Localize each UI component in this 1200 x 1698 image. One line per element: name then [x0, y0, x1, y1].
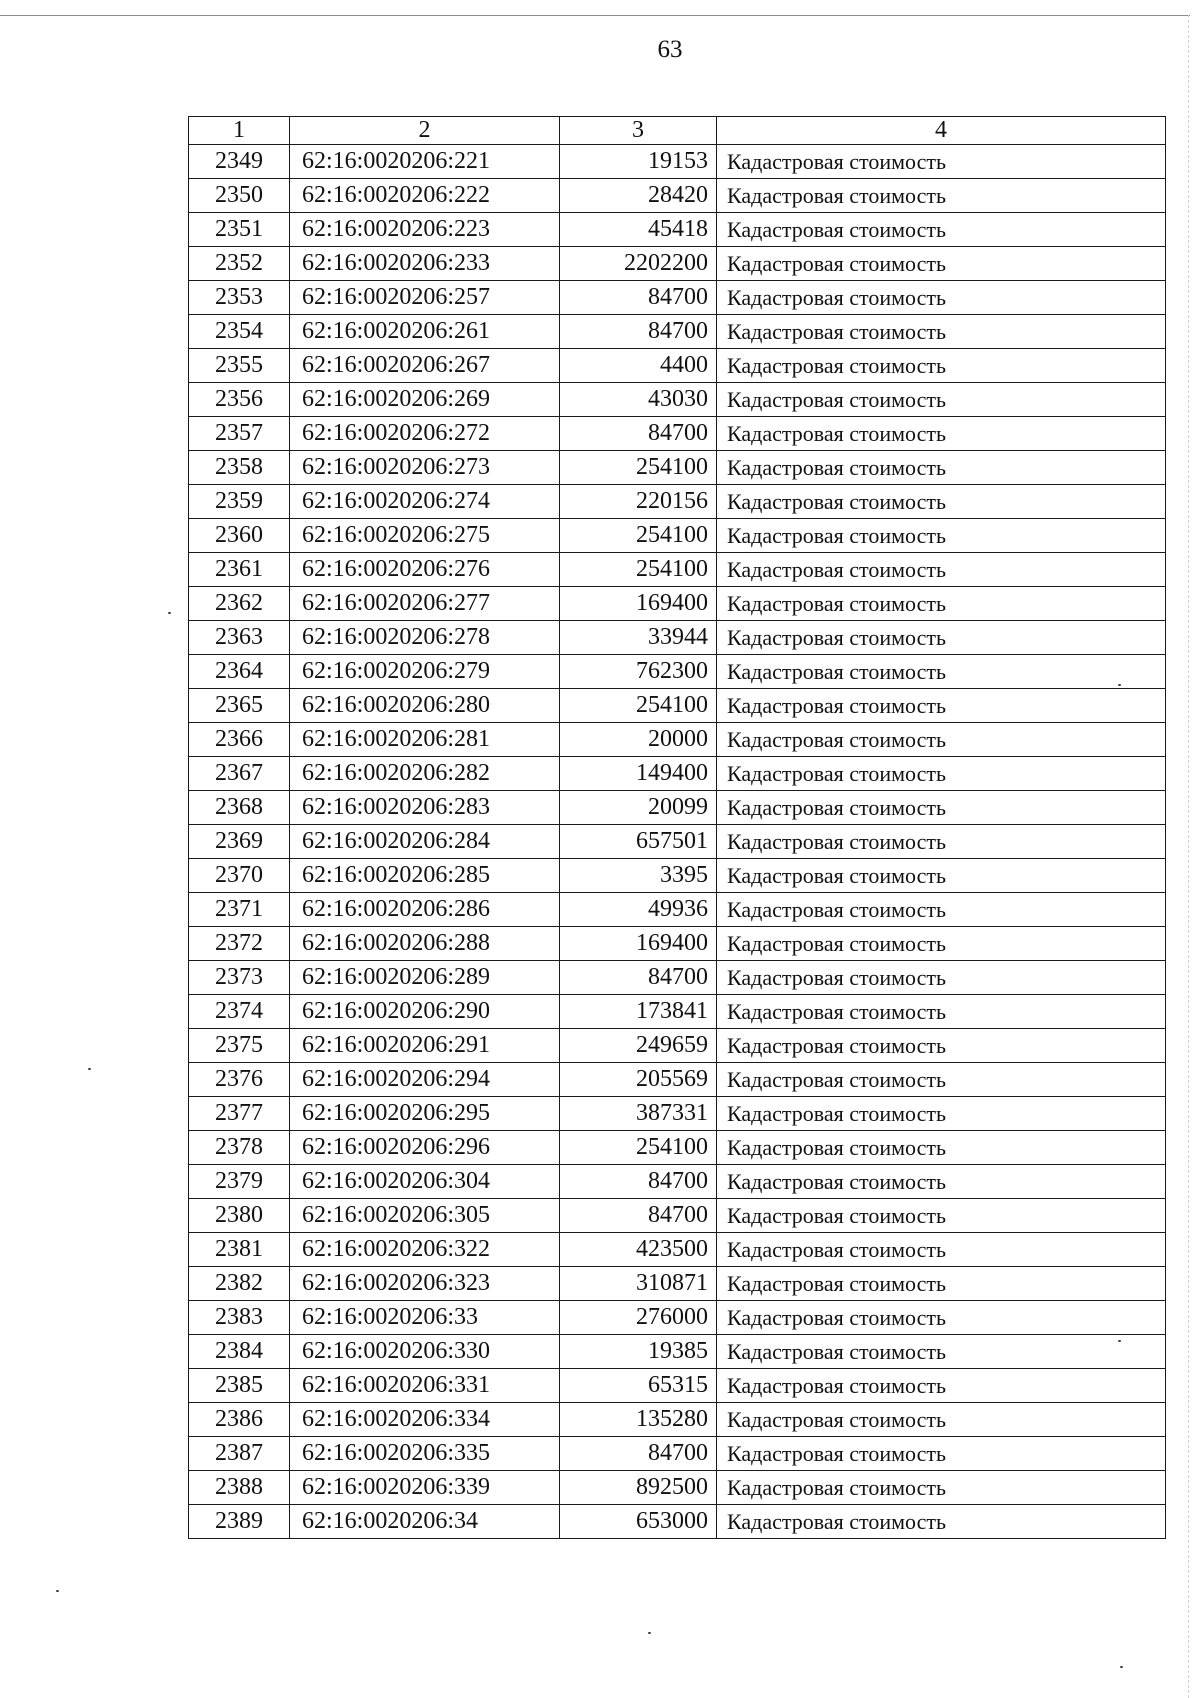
table-header-row [189, 117, 1166, 145]
value-cell: 84700 [560, 417, 717, 451]
cadastral-number-cell: 62:16:0020206:267 [290, 349, 560, 383]
row-number-cell: 2379 [189, 1165, 290, 1199]
value-cell: 84700 [560, 281, 717, 315]
row-number-cell: 2385 [189, 1369, 290, 1403]
row-number-cell: 2364 [189, 655, 290, 689]
table-row [189, 349, 1166, 383]
value-type-cell: Кадастровая стоимость [717, 1335, 1166, 1369]
table-row [189, 655, 1166, 689]
value-type-cell: Кадастровая стоимость [717, 383, 1166, 417]
value-cell: 84700 [560, 961, 717, 995]
row-number-cell: 2367 [189, 757, 290, 791]
column-header-4: 4 [717, 117, 1166, 145]
value-cell: 657501 [560, 825, 717, 859]
value-type-cell: Кадастровая стоимость [717, 349, 1166, 383]
cadastral-number-cell: 62:16:0020206:290 [290, 995, 560, 1029]
scan-speck [168, 612, 171, 614]
cadastral-number-cell: 62:16:0020206:221 [290, 145, 560, 179]
table-row [189, 757, 1166, 791]
scan-speck [648, 1632, 651, 1634]
scan-edge-top [0, 15, 1190, 16]
row-number-cell: 2360 [189, 519, 290, 553]
cadastral-number-cell: 62:16:0020206:285 [290, 859, 560, 893]
row-number-cell: 2358 [189, 451, 290, 485]
table-row [189, 1403, 1166, 1437]
cadastral-number-cell: 62:16:0020206:284 [290, 825, 560, 859]
value-cell: 423500 [560, 1233, 717, 1267]
value-type-cell: Кадастровая стоимость [717, 1063, 1166, 1097]
cadastral-number-cell: 62:16:0020206:276 [290, 553, 560, 587]
value-type-cell: Кадастровая стоимость [717, 689, 1166, 723]
value-type-cell: Кадастровая стоимость [717, 1199, 1166, 1233]
value-cell: 205569 [560, 1063, 717, 1097]
table-row [189, 1165, 1166, 1199]
value-cell: 276000 [560, 1301, 717, 1335]
row-number-cell: 2363 [189, 621, 290, 655]
table-row [189, 179, 1166, 213]
value-type-cell: Кадастровая стоимость [717, 723, 1166, 757]
cadastral-number-cell: 62:16:0020206:275 [290, 519, 560, 553]
value-cell: 20000 [560, 723, 717, 757]
value-type-cell: Кадастровая стоимость [717, 587, 1166, 621]
cadastral-number-cell: 62:16:0020206:295 [290, 1097, 560, 1131]
value-type-cell: Кадастровая стоимость [717, 893, 1166, 927]
value-type-cell: Кадастровая стоимость [717, 417, 1166, 451]
table-row [189, 383, 1166, 417]
table-row [189, 247, 1166, 281]
cadastral-number-cell: 62:16:0020206:272 [290, 417, 560, 451]
value-type-cell: Кадастровая стоимость [717, 825, 1166, 859]
row-number-cell: 2377 [189, 1097, 290, 1131]
table-row [189, 859, 1166, 893]
row-number-cell: 2370 [189, 859, 290, 893]
value-type-cell: Кадастровая стоимость [717, 1471, 1166, 1505]
row-number-cell: 2378 [189, 1131, 290, 1165]
scan-speck [88, 1068, 91, 1070]
value-cell: 28420 [560, 179, 717, 213]
value-type-cell: Кадастровая стоимость [717, 1267, 1166, 1301]
value-type-cell: Кадастровая стоимость [717, 451, 1166, 485]
value-type-cell: Кадастровая стоимость [717, 1403, 1166, 1437]
cadastral-number-cell: 62:16:0020206:34 [290, 1505, 560, 1539]
table-row [189, 1369, 1166, 1403]
row-number-cell: 2389 [189, 1505, 290, 1539]
value-cell: 254100 [560, 519, 717, 553]
cadastral-number-cell: 62:16:0020206:279 [290, 655, 560, 689]
row-number-cell: 2357 [189, 417, 290, 451]
table-row [189, 1029, 1166, 1063]
value-cell: 3395 [560, 859, 717, 893]
cadastral-number-cell: 62:16:0020206:222 [290, 179, 560, 213]
row-number-cell: 2384 [189, 1335, 290, 1369]
scan-speck [56, 1590, 59, 1592]
cadastral-number-cell: 62:16:0020206:291 [290, 1029, 560, 1063]
scan-speck [1120, 1666, 1123, 1668]
value-type-cell: Кадастровая стоимость [717, 961, 1166, 995]
row-number-cell: 2383 [189, 1301, 290, 1335]
value-type-cell: Кадастровая стоимость [717, 145, 1166, 179]
value-cell: 4400 [560, 349, 717, 383]
cadastral-number-cell: 62:16:0020206:273 [290, 451, 560, 485]
cadastral-number-cell: 62:16:0020206:33 [290, 1301, 560, 1335]
table-row [189, 1335, 1166, 1369]
cadastral-number-cell: 62:16:0020206:331 [290, 1369, 560, 1403]
value-cell: 249659 [560, 1029, 717, 1063]
value-type-cell: Кадастровая стоимость [717, 485, 1166, 519]
value-cell: 84700 [560, 315, 717, 349]
table-row [189, 893, 1166, 927]
cadastral-number-cell: 62:16:0020206:280 [290, 689, 560, 723]
row-number-cell: 2359 [189, 485, 290, 519]
scan-speck [1118, 1340, 1121, 1342]
row-number-cell: 2373 [189, 961, 290, 995]
value-cell: 220156 [560, 485, 717, 519]
value-cell: 254100 [560, 1131, 717, 1165]
cadastral-number-cell: 62:16:0020206:289 [290, 961, 560, 995]
column-header-2: 2 [290, 117, 560, 145]
value-type-cell: Кадастровая стоимость [717, 1505, 1166, 1539]
table-row [189, 315, 1166, 349]
page-number: 63 [657, 36, 683, 63]
table-row [189, 519, 1166, 553]
value-type-cell: Кадастровая стоимость [717, 519, 1166, 553]
table-row [189, 213, 1166, 247]
value-type-cell: Кадастровая стоимость [717, 655, 1166, 689]
value-cell: 892500 [560, 1471, 717, 1505]
table-row [189, 485, 1166, 519]
row-number-cell: 2362 [189, 587, 290, 621]
scan-edge-right [1188, 15, 1189, 1698]
cadastral-number-cell: 62:16:0020206:283 [290, 791, 560, 825]
table-row [189, 995, 1166, 1029]
table-row [189, 1233, 1166, 1267]
value-cell: 653000 [560, 1505, 717, 1539]
table-row [189, 927, 1166, 961]
value-cell: 65315 [560, 1369, 717, 1403]
table-row [189, 621, 1166, 655]
value-type-cell: Кадастровая стоимость [717, 315, 1166, 349]
value-cell: 84700 [560, 1165, 717, 1199]
row-number-cell: 2388 [189, 1471, 290, 1505]
row-number-cell: 2353 [189, 281, 290, 315]
value-cell: 45418 [560, 213, 717, 247]
value-type-cell: Кадастровая стоимость [717, 1131, 1166, 1165]
table-body [189, 145, 1166, 1539]
table-row [189, 1471, 1166, 1505]
table-row [189, 961, 1166, 995]
cadastral-number-cell: 62:16:0020206:330 [290, 1335, 560, 1369]
column-header-3: 3 [560, 117, 717, 145]
cadastral-number-cell: 62:16:0020206:304 [290, 1165, 560, 1199]
cadastral-number-cell: 62:16:0020206:282 [290, 757, 560, 791]
value-cell: 19153 [560, 145, 717, 179]
row-number-cell: 2349 [189, 145, 290, 179]
row-number-cell: 2355 [189, 349, 290, 383]
row-number-cell: 2372 [189, 927, 290, 961]
row-number-cell: 2356 [189, 383, 290, 417]
value-cell: 173841 [560, 995, 717, 1029]
value-cell: 169400 [560, 587, 717, 621]
value-cell: 169400 [560, 927, 717, 961]
value-type-cell: Кадастровая стоимость [717, 621, 1166, 655]
value-cell: 387331 [560, 1097, 717, 1131]
value-type-cell: Кадастровая стоимость [717, 281, 1166, 315]
table-row [189, 1267, 1166, 1301]
cadastral-table [188, 116, 1166, 1539]
row-number-cell: 2375 [189, 1029, 290, 1063]
table-row [189, 417, 1166, 451]
cadastral-number-cell: 62:16:0020206:323 [290, 1267, 560, 1301]
column-header-1: 1 [189, 117, 290, 145]
value-cell: 254100 [560, 689, 717, 723]
value-cell: 254100 [560, 451, 717, 485]
table-row [189, 825, 1166, 859]
value-cell: 33944 [560, 621, 717, 655]
value-cell: 43030 [560, 383, 717, 417]
table-row [189, 1131, 1166, 1165]
scan-speck [1118, 684, 1121, 686]
row-number-cell: 2361 [189, 553, 290, 587]
cadastral-number-cell: 62:16:0020206:288 [290, 927, 560, 961]
value-cell: 49936 [560, 893, 717, 927]
table-row [189, 1505, 1166, 1539]
value-type-cell: Кадастровая стоимость [717, 859, 1166, 893]
table-row [189, 1199, 1166, 1233]
value-cell: 254100 [560, 553, 717, 587]
cadastral-number-cell: 62:16:0020206:286 [290, 893, 560, 927]
cadastral-number-cell: 62:16:0020206:223 [290, 213, 560, 247]
row-number-cell: 2387 [189, 1437, 290, 1471]
value-cell: 135280 [560, 1403, 717, 1437]
row-number-cell: 2366 [189, 723, 290, 757]
table-row [189, 689, 1166, 723]
value-cell: 149400 [560, 757, 717, 791]
row-number-cell: 2374 [189, 995, 290, 1029]
value-cell: 19385 [560, 1335, 717, 1369]
cadastral-number-cell: 62:16:0020206:261 [290, 315, 560, 349]
row-number-cell: 2368 [189, 791, 290, 825]
cadastral-number-cell: 62:16:0020206:277 [290, 587, 560, 621]
row-number-cell: 2376 [189, 1063, 290, 1097]
row-number-cell: 2350 [189, 179, 290, 213]
value-type-cell: Кадастровая стоимость [717, 1301, 1166, 1335]
row-number-cell: 2365 [189, 689, 290, 723]
value-type-cell: Кадастровая стоимость [717, 1029, 1166, 1063]
row-number-cell: 2351 [189, 213, 290, 247]
cadastral-number-cell: 62:16:0020206:335 [290, 1437, 560, 1471]
value-type-cell: Кадастровая стоимость [717, 179, 1166, 213]
value-type-cell: Кадастровая стоимость [717, 1097, 1166, 1131]
row-number-cell: 2386 [189, 1403, 290, 1437]
value-cell: 762300 [560, 655, 717, 689]
table-row [189, 281, 1166, 315]
table-row [189, 553, 1166, 587]
value-type-cell: Кадастровая стоимость [717, 1437, 1166, 1471]
cadastral-number-cell: 62:16:0020206:334 [290, 1403, 560, 1437]
row-number-cell: 2382 [189, 1267, 290, 1301]
cadastral-number-cell: 62:16:0020206:339 [290, 1471, 560, 1505]
value-type-cell: Кадастровая стоимость [717, 1165, 1166, 1199]
row-number-cell: 2369 [189, 825, 290, 859]
row-number-cell: 2352 [189, 247, 290, 281]
table-row [189, 1063, 1166, 1097]
cadastral-number-cell: 62:16:0020206:305 [290, 1199, 560, 1233]
table-row [189, 1097, 1166, 1131]
table-row [189, 451, 1166, 485]
row-number-cell: 2380 [189, 1199, 290, 1233]
row-number-cell: 2354 [189, 315, 290, 349]
value-type-cell: Кадастровая стоимость [717, 1233, 1166, 1267]
value-type-cell: Кадастровая стоимость [717, 213, 1166, 247]
value-cell: 2202200 [560, 247, 717, 281]
value-type-cell: Кадастровая стоимость [717, 553, 1166, 587]
value-cell: 84700 [560, 1437, 717, 1471]
value-type-cell: Кадастровая стоимость [717, 1369, 1166, 1403]
table-row [189, 1301, 1166, 1335]
cadastral-number-cell: 62:16:0020206:269 [290, 383, 560, 417]
row-number-cell: 2371 [189, 893, 290, 927]
cadastral-number-cell: 62:16:0020206:296 [290, 1131, 560, 1165]
value-type-cell: Кадастровая стоимость [717, 927, 1166, 961]
cadastral-number-cell: 62:16:0020206:278 [290, 621, 560, 655]
table-row [189, 791, 1166, 825]
value-type-cell: Кадастровая стоимость [717, 757, 1166, 791]
cadastral-number-cell: 62:16:0020206:322 [290, 1233, 560, 1267]
cadastral-number-cell: 62:16:0020206:233 [290, 247, 560, 281]
table-row [189, 145, 1166, 179]
row-number-cell: 2381 [189, 1233, 290, 1267]
cadastral-number-cell: 62:16:0020206:274 [290, 485, 560, 519]
value-cell: 20099 [560, 791, 717, 825]
cadastral-number-cell: 62:16:0020206:294 [290, 1063, 560, 1097]
value-cell: 84700 [560, 1199, 717, 1233]
table-row [189, 723, 1166, 757]
value-type-cell: Кадастровая стоимость [717, 247, 1166, 281]
value-type-cell: Кадастровая стоимость [717, 791, 1166, 825]
cadastral-number-cell: 62:16:0020206:257 [290, 281, 560, 315]
value-type-cell: Кадастровая стоимость [717, 995, 1166, 1029]
table-row [189, 587, 1166, 621]
table-row [189, 1437, 1166, 1471]
value-cell: 310871 [560, 1267, 717, 1301]
cadastral-number-cell: 62:16:0020206:281 [290, 723, 560, 757]
